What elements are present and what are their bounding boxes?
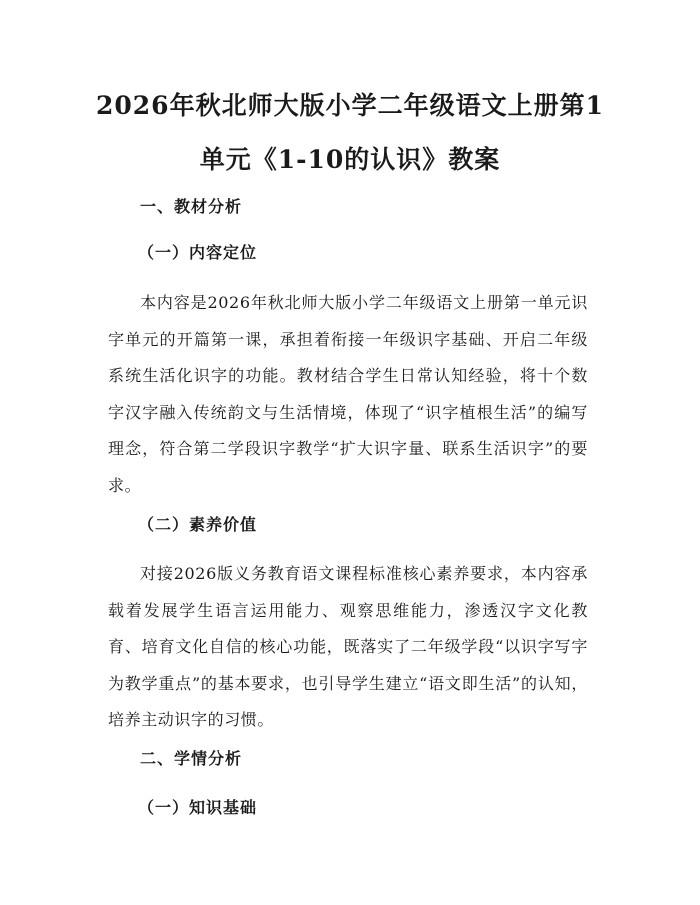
section-heading-learner-analysis: 二、学情分析 bbox=[140, 749, 243, 768]
section-heading-textbook-analysis: 一、教材分析 bbox=[140, 197, 243, 216]
subsection-heading-literacy-value: （二）素养价值 bbox=[138, 515, 258, 534]
document-title-line-2: 单元《1-10的认识》教案 bbox=[199, 145, 501, 174]
paragraph-literacy-value: 对接2026版义务教育语文课程标准核心素养要求，本内容承载着发展学生语言运用能力、观察思维能力，渗透汉字文化教育、培育文化自信的核心功能，既落实了二年级学段“以识字写字为教学重点”的基本要求，也引导学生建立“语文即生活”的认知，培养主动识字的习惯。 bbox=[108, 564, 588, 729]
subsection-heading-knowledge-base: （一）知识基础 bbox=[138, 798, 258, 817]
subsection-heading-content-positioning: （一）内容定位 bbox=[138, 243, 258, 262]
document-title-line-1: 2026年秋北师大版小学二年级语文上册第1 bbox=[96, 91, 604, 120]
paragraph-content-positioning: 本内容是2026年秋北师大版小学二年级语文上册第一单元识字单元的开篇第一课，承担着衔接一年级识字基础、开启二年级系统生活化识字的功能。教材结合学生日常认知经验，将十个数字汉字融入传统韵文与生活情境，体现了“识字植根生活”的编写理念，符合第二学段识字教学“扩大识字量、联系生活识字”的要求。 bbox=[108, 293, 588, 495]
